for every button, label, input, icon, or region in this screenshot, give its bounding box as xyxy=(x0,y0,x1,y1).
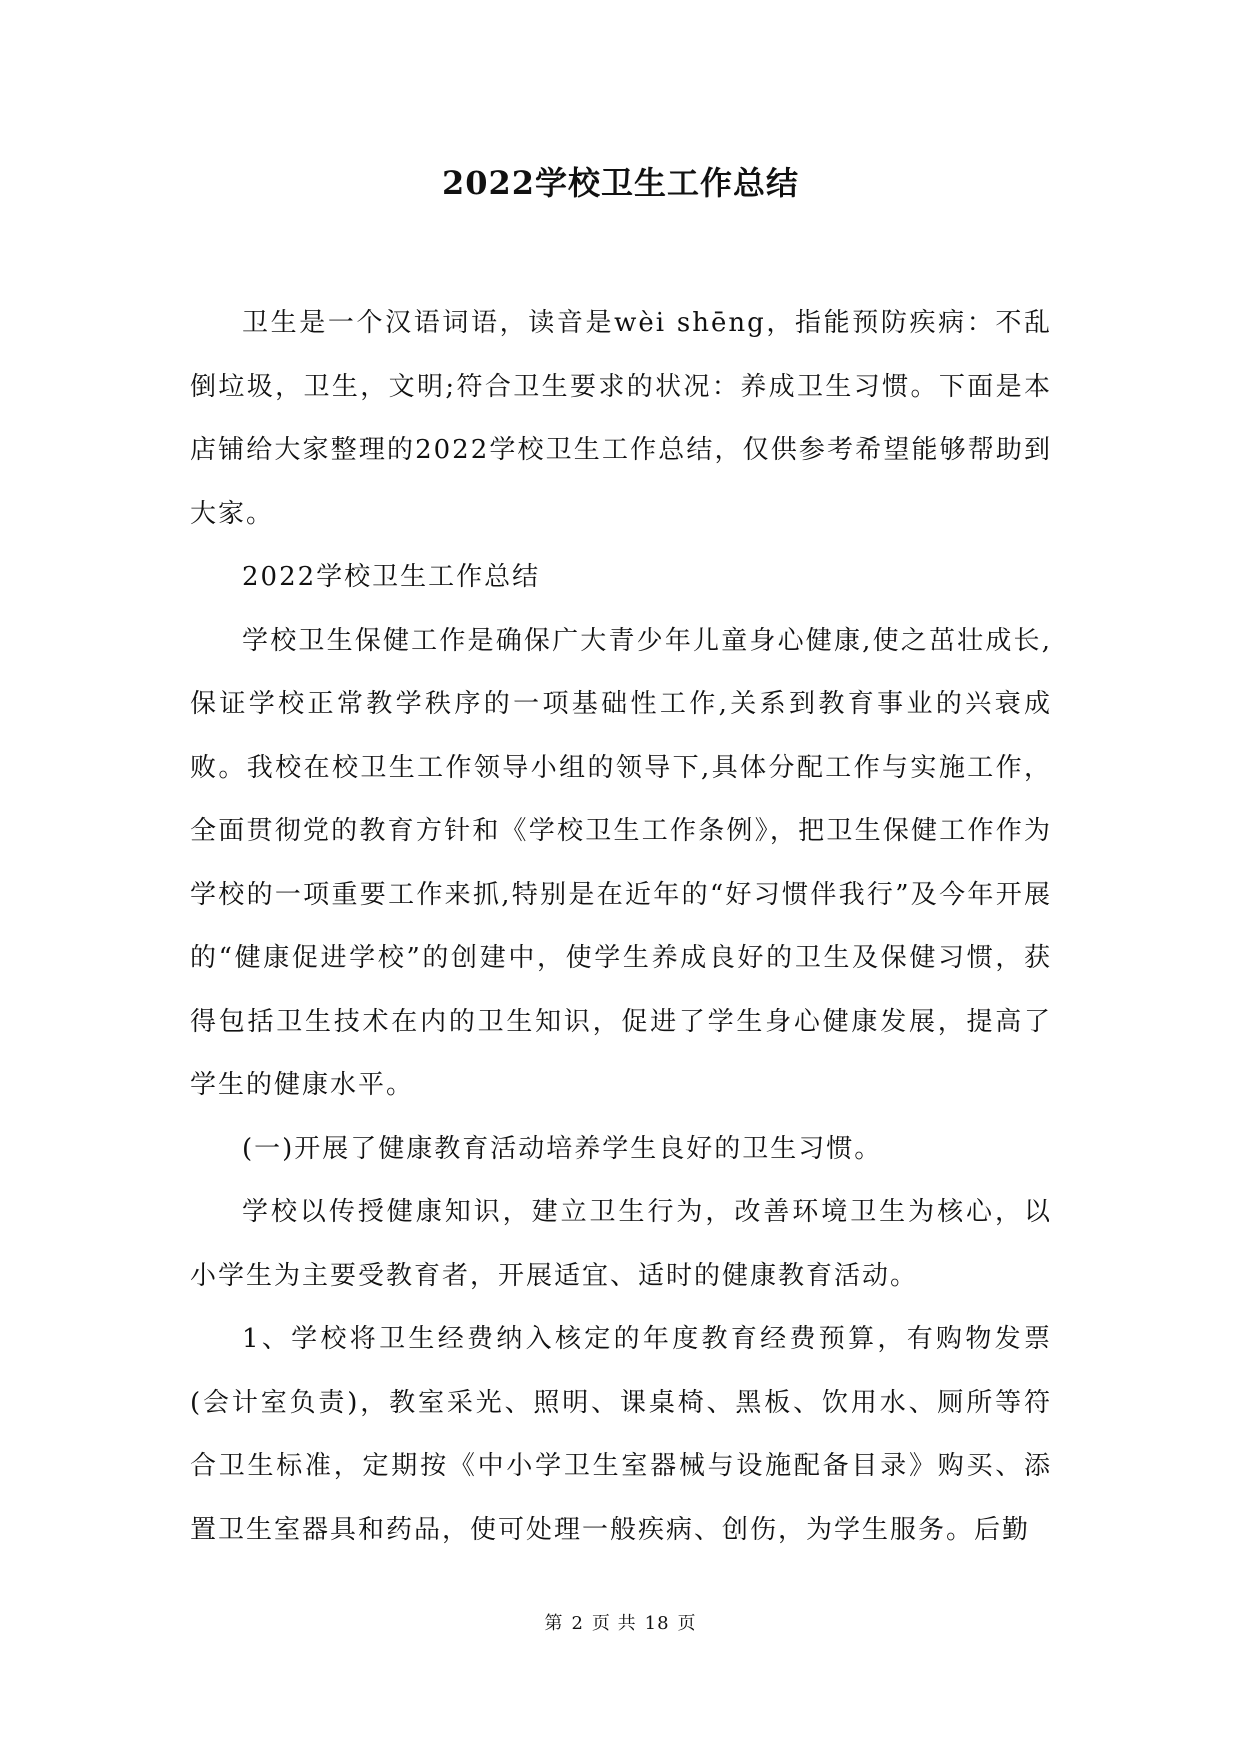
footer-current-page: 2 xyxy=(571,1613,584,1634)
footer-total-pages: 18 xyxy=(644,1613,670,1634)
paragraph-subtitle: 2022学校卫生工作总结 xyxy=(242,562,541,592)
paragraph-section-heading: (一)开展了健康教育活动培养学生良好的卫生习惯。 xyxy=(242,1133,883,1164)
document-title: 2022学校卫生工作总结 xyxy=(441,164,800,202)
footer-middle: 页 共 xyxy=(591,1613,637,1634)
footer-suffix: 页 xyxy=(677,1613,697,1634)
page-footer xyxy=(0,1609,1241,1635)
footer-prefix: 第 xyxy=(544,1613,564,1634)
paragraph-health-education: 学校以传授健康知识，建立卫生行为，改善环境卫生为核心，以小学生为主要受教育者，开展适宜、适时的健康教育活动。 xyxy=(190,1197,1052,1291)
paragraph-overview: 学校卫生保健工作是确保广大青少年儿童身心健康,使之茁壮成长,保证学校正常教学秩序的一项基础性工作,关系到教育事业的兴衰成败。我校在校卫生工作领导小组的领导下,具体分配工作与实施工作，全面贯彻党的教育方针和《学校卫生工作条例》，把卫生保健工作作为学校的一项重要工作来抓,特别是在近年的“好习惯伴我行”及今年开展的“健康促进学校”的创建中，使学生养成良好的卫生及保健习惯，获得包括卫生技术在内的卫生知识，促进了学生身心健康发展，提高了学生的健康水平。 xyxy=(190,625,1052,1100)
paragraph-item-1: 1、学校将卫生经费纳入核定的年度教育经费预算，有购物发票(会计室负责)，教室采光、照明、课桌椅、黑板、饮用水、厕所等符合卫生标准，定期按《中小学卫生室器械与设施配备目录》购买、添置卫生室器具和药品，使可处理一般疾病、创伤，为学生服务。后勤 xyxy=(190,1324,1052,1545)
document-body xyxy=(190,292,1052,1562)
paragraph-intro: 卫生是一个汉语词语，读音是wèi shēng，指能预防疾病：不乱倒垃圾，卫生，文明;符合卫生要求的状况：养成卫生习惯。下面是本店铺给大家整理的2022学校卫生工作总结，仅供参考希望能够帮助到大家。 xyxy=(190,308,1052,529)
